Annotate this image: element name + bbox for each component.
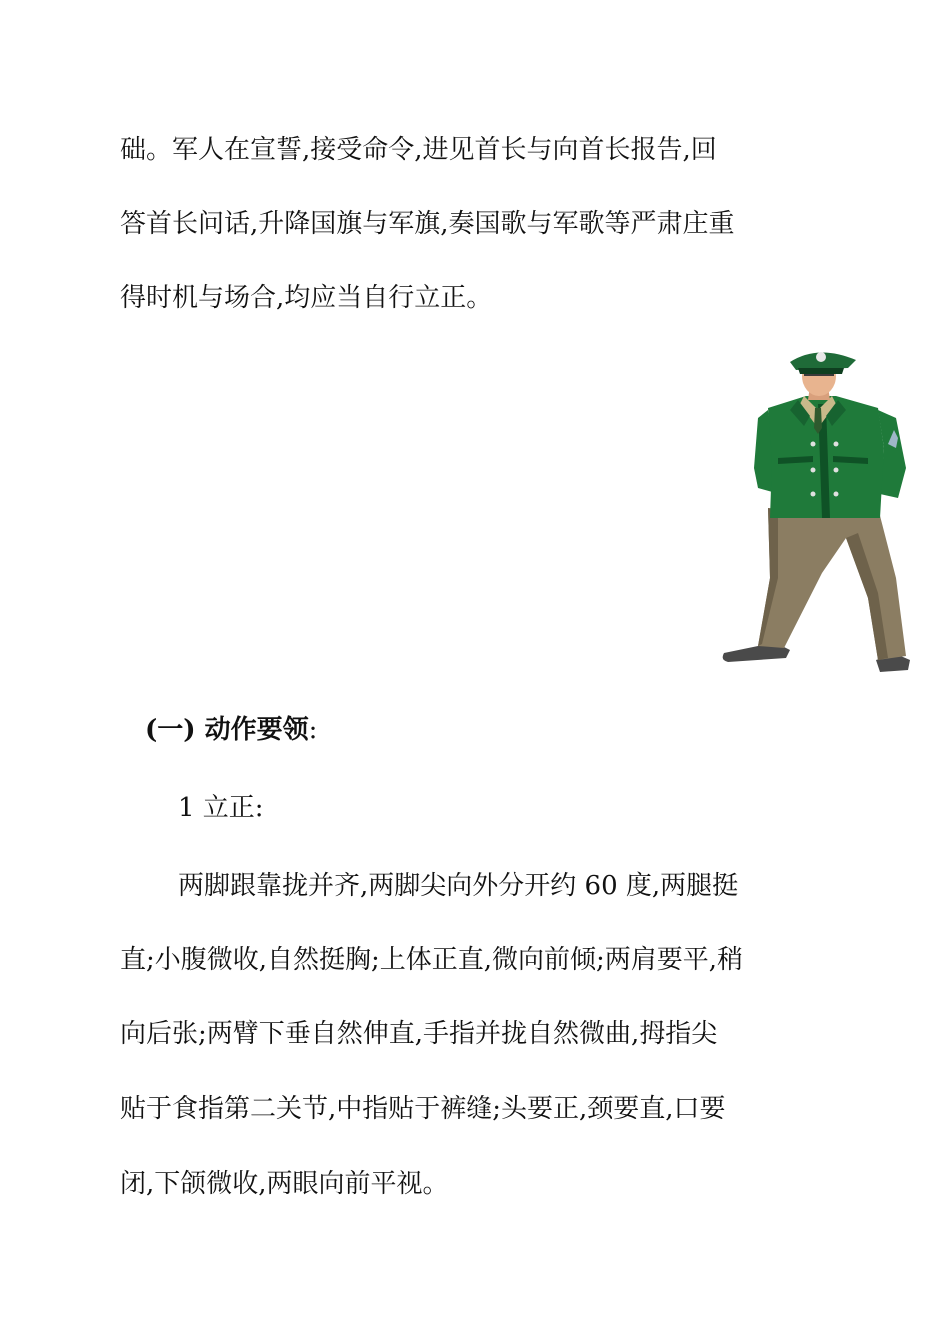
body-line-5: 闭,下颌微收,两眼向前平视。 <box>120 1169 449 1199</box>
intro-line-2: 答首长问话,升降国旗与军旗,奏国歌与军歌等严肃庄重 <box>120 209 735 239</box>
section-heading-text: (一) 动作要领 <box>145 715 309 745</box>
body-line-3: 向后张;两臂下垂自然伸直,手指并拢自然微曲,拇指尖 <box>120 1019 718 1049</box>
body-line-1: 两脚跟靠拢并齐,两脚尖向外分开约 60 度,两腿挺 <box>178 871 739 901</box>
section-heading-colon: : <box>308 715 318 745</box>
intro-line-1: 础。军人在宣誓,接受命令,进见首长与向首长报告,回 <box>120 135 717 165</box>
intro-line-3: 得时机与场合,均应当自行立正。 <box>120 283 493 313</box>
section-heading <box>145 712 317 748</box>
soldier-illustration <box>718 348 918 678</box>
body-line-4: 贴于食指第二关节,中指贴于裤缝;头要正,颈要直,口要 <box>120 1094 726 1124</box>
item-title: 1 立正: <box>178 793 264 823</box>
body-line-2: 直;小腹微收,自然挺胸;上体正直,微向前倾;两肩要平,稍 <box>120 945 744 975</box>
